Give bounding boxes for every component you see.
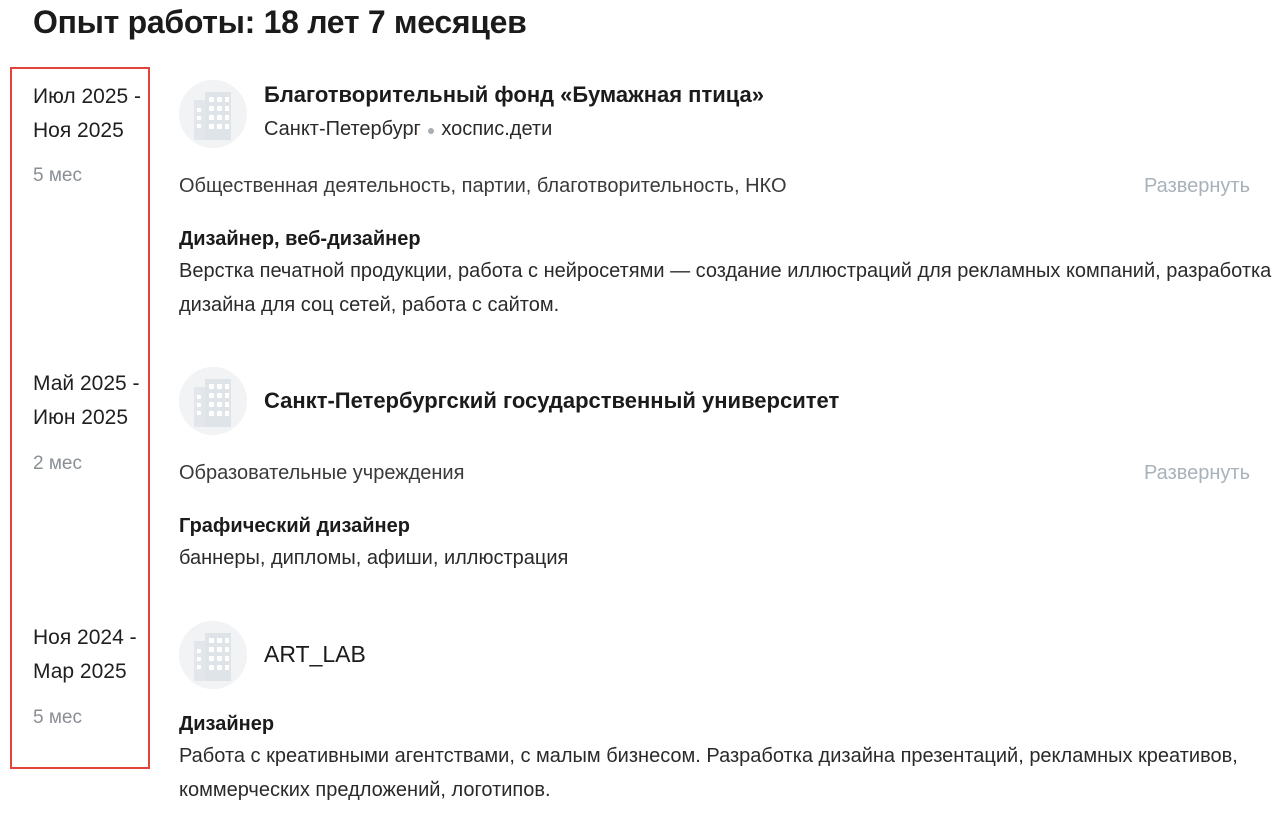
company-industry: Образовательные учреждения xyxy=(179,462,465,484)
company-name[interactable]: ART_LAB xyxy=(264,641,366,667)
job-end-date: Ноя 2025 xyxy=(33,119,124,142)
job-start-date: Май 2025 - xyxy=(33,372,140,395)
page-title: Опыт работы: 18 лет 7 месяцев xyxy=(33,4,527,40)
expand-button[interactable]: Развернуть xyxy=(1144,175,1251,197)
job-dates xyxy=(33,621,137,689)
job-duration: 5 мес xyxy=(33,707,82,728)
job-position: Графический дизайнер xyxy=(179,515,410,537)
company-industry: Общественная деятельность, партии, благотворительность, НКО xyxy=(179,175,787,197)
job-start-date: Июл 2025 - xyxy=(33,85,142,108)
job-start-date: Ноя 2024 - xyxy=(33,626,137,649)
company-city: Санкт-Петербург xyxy=(264,118,421,140)
job-end-date: Июн 2025 xyxy=(33,406,128,429)
job-end-date: Мар 2025 xyxy=(33,660,127,683)
job-dates xyxy=(33,80,141,148)
building-icon xyxy=(179,621,247,689)
job-duration: 5 мес xyxy=(33,165,82,186)
job-description: Верстка печатной продукции, работа с нейросетями — создание иллюстраций для рекламных компаний, разработка дизайна для соц сетей, работа с сайтом. xyxy=(179,260,1272,316)
job-position: Дизайнер, веб-дизайнер xyxy=(179,228,421,250)
job-description: Работа с креативными агентствами, с малым бизнесом. Разработка дизайна презентаций, рекламных креативов, коммерческих предложений, логотипов. xyxy=(179,745,1238,801)
building-icon xyxy=(179,80,247,148)
company-logo[interactable] xyxy=(179,367,247,435)
job-duration: 2 мес xyxy=(33,453,82,474)
job-position: Дизайнер xyxy=(179,713,275,735)
building-icon xyxy=(179,367,247,435)
job-dates xyxy=(33,367,140,435)
company-logo[interactable] xyxy=(179,80,247,148)
company-name[interactable]: Благотворительный фонд «Бумажная птица» xyxy=(264,82,765,107)
job-description: баннеры, дипломы, афиши, иллюстрация xyxy=(179,547,569,569)
company-logo[interactable] xyxy=(179,621,247,689)
company-meta xyxy=(264,118,552,141)
dot-icon: ● xyxy=(426,121,436,138)
company-website[interactable]: хоспис.дети xyxy=(441,118,553,140)
expand-button[interactable]: Развернуть xyxy=(1144,462,1251,484)
company-name[interactable]: Санкт-Петербургский государственный университет xyxy=(264,388,840,413)
